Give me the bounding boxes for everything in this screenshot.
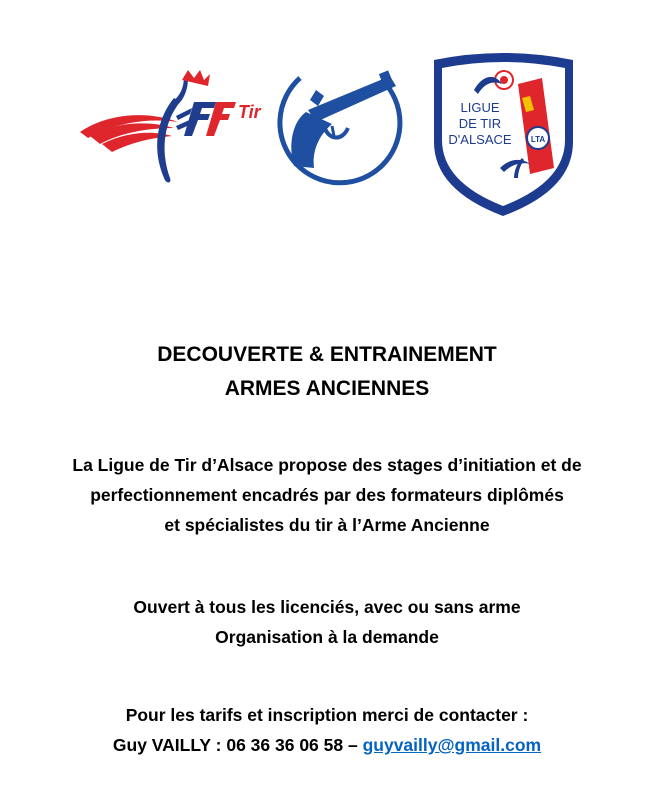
title-line-1: DECOUVERTE & ENTRAINEMENT xyxy=(157,343,497,366)
antique-pistol-icon xyxy=(270,56,410,196)
availability-paragraph xyxy=(0,592,654,652)
contact-line-2 xyxy=(0,730,654,760)
intro-line-2: perfectionnement encadrés par des formateurs diplômés xyxy=(90,485,564,505)
intro-line-3: et spécialistes du tir à l’Arme Ancienne xyxy=(164,515,490,535)
fftir-rooster-logo-icon xyxy=(76,66,266,192)
open-line-2: Organisation à la demande xyxy=(215,627,439,647)
intro-paragraph xyxy=(0,450,654,540)
email-link[interactable]: guyvailly@gmail.com xyxy=(362,735,542,755)
ligue-badge-text: LTA xyxy=(530,135,546,144)
page-title xyxy=(0,338,654,406)
ligue-tir-alsace-shield-icon xyxy=(430,50,577,218)
logo-header xyxy=(0,0,654,230)
ligue-text-line-3: D'ALSACE xyxy=(448,132,512,147)
contact-paragraph xyxy=(0,700,654,760)
title-line-2: ARMES ANCIENNES xyxy=(224,377,430,400)
svg-text:Tir: Tir xyxy=(238,102,261,122)
ligue-text-line-2: DE TIR xyxy=(458,116,502,131)
contact-line-1: Pour les tarifs et inscription merci de contacter : xyxy=(125,705,529,725)
open-line-1: Ouvert à tous les licenciés, avec ou sans arme xyxy=(133,597,521,617)
contact-name-phone: Guy VAILLY : 06 36 36 06 58 – xyxy=(112,735,363,755)
ligue-text-line-1: LIGUE xyxy=(460,100,500,115)
intro-line-1: La Ligue de Tir d’Alsace propose des stages d’initiation et de xyxy=(72,455,582,475)
